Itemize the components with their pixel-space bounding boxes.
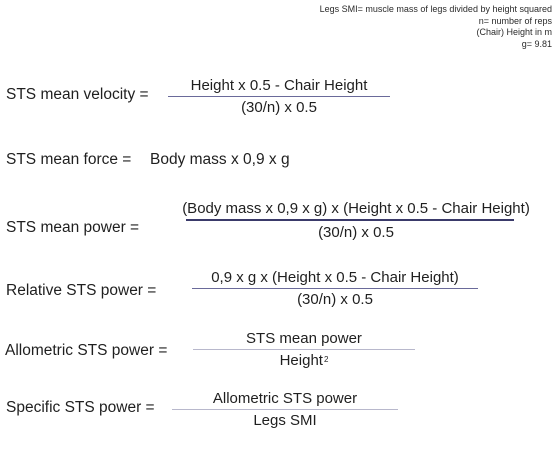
fraction-bar	[168, 96, 390, 97]
velocity-denominator: (30/n) x 0.5	[241, 99, 317, 116]
allometric-numerator: STS mean power	[246, 330, 362, 347]
note-legs-smi: Legs SMI= muscle mass of legs divided by height squared	[319, 4, 552, 14]
allometric-denominator	[193, 352, 415, 370]
allometric-fraction	[193, 330, 415, 370]
specific-numerator: Allometric STS power	[212, 390, 358, 407]
force-expression: Body mass x 0,9 x g	[150, 151, 290, 168]
velocity-numerator: Height x 0.5 - Chair Height	[190, 77, 368, 94]
relative-fraction	[192, 269, 478, 309]
allometric-label: Allometric STS power =	[5, 342, 168, 359]
specific-label: Specific STS power =	[6, 399, 155, 416]
fraction-bar	[193, 349, 415, 350]
specific-denominator: Legs SMI	[253, 412, 317, 429]
velocity-fraction	[168, 77, 390, 117]
relative-numerator: 0,9 x g x (Height x 0.5 - Chair Height)	[211, 269, 459, 286]
force-label: STS mean force =	[6, 151, 132, 168]
power-numerator: (Body mass x 0,9 x g) x (Height x 0.5 - Chair Height)	[182, 200, 530, 217]
power-denominator: (30/n) x 0.5	[318, 224, 394, 241]
note-n: n= number of reps	[478, 15, 552, 26]
fraction-bar	[192, 288, 478, 289]
definitions-notes	[320, 4, 552, 50]
fraction-bar	[172, 409, 398, 410]
velocity-label: STS mean velocity =	[6, 86, 149, 103]
specific-fraction	[172, 390, 398, 430]
relative-label: Relative STS power =	[6, 282, 157, 299]
note-height: (Chair) Height in m	[476, 27, 552, 37]
allometric-denominator-base: Height	[279, 352, 323, 369]
power-fraction	[158, 200, 554, 242]
fraction-bar	[186, 219, 514, 221]
power-label: STS mean power =	[6, 219, 140, 236]
allometric-exponent: 2	[323, 355, 329, 364]
relative-denominator: (30/n) x 0.5	[297, 291, 373, 308]
note-g: g= 9.81	[521, 38, 552, 49]
